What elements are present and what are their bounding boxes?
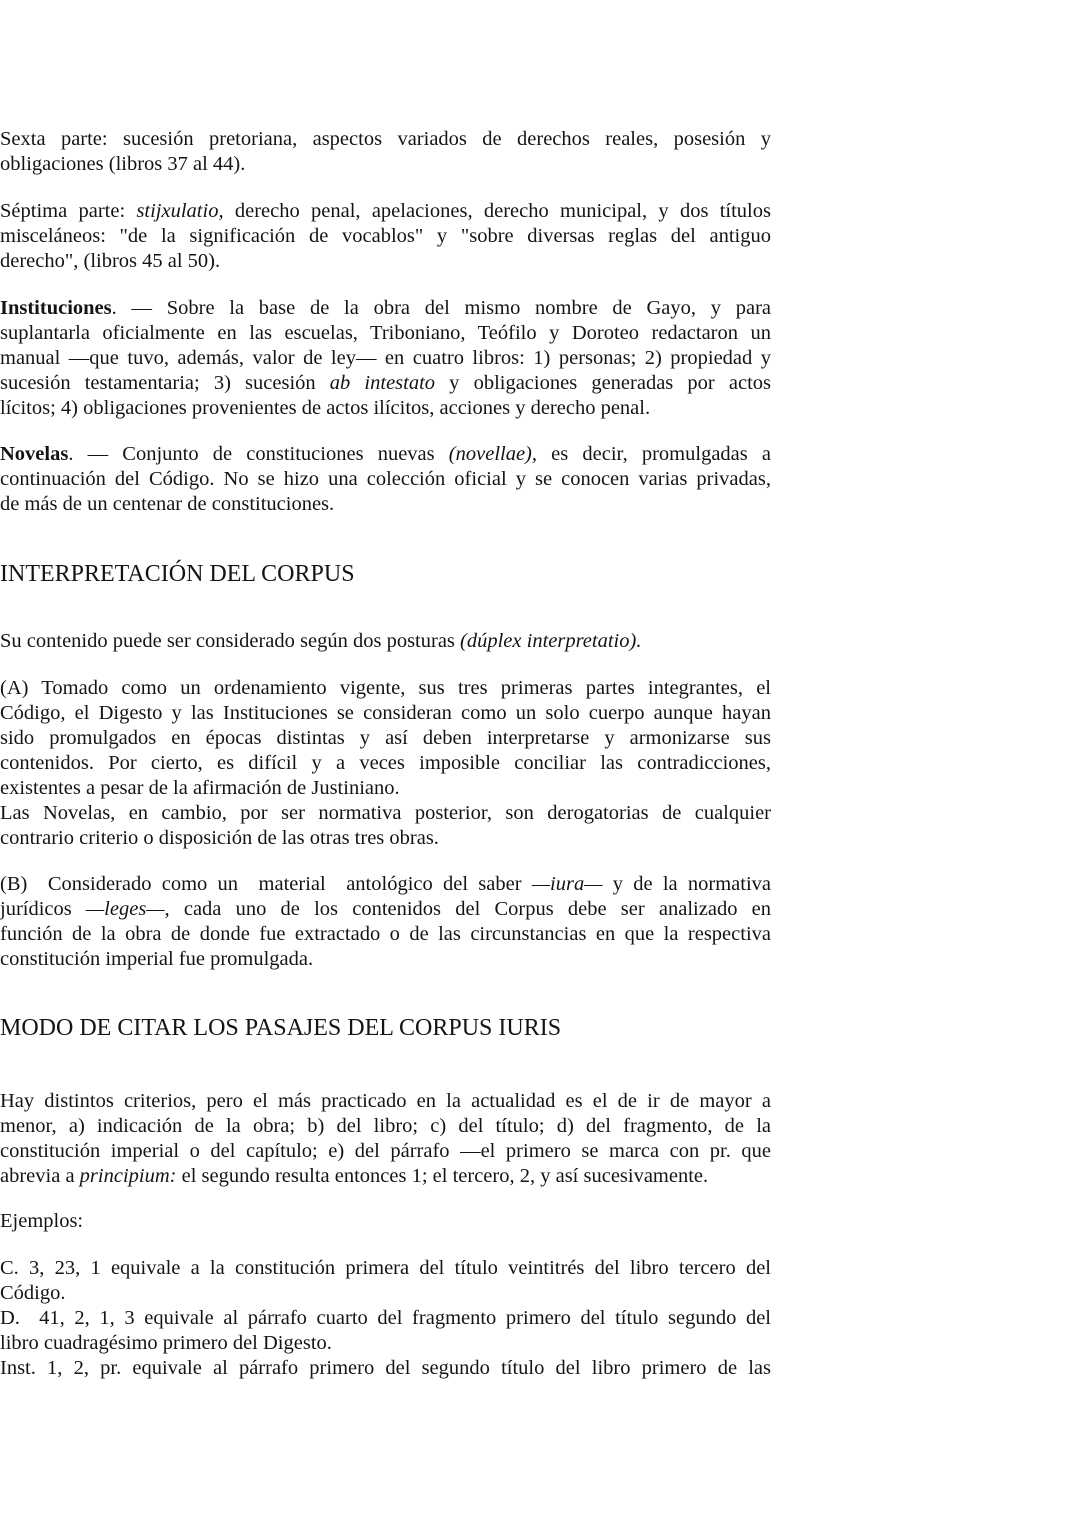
text-segment: (B) Considerado como un material antológico del saber xyxy=(0,873,532,895)
text-line: función de la obra de donde fue extractado o de las circunstancias en que la respectiva xyxy=(0,923,771,945)
text-segment: y obligaciones generadas por actos xyxy=(435,372,771,394)
italic-term: ab intestato xyxy=(329,372,436,394)
bold-term: Instituciones xyxy=(0,297,112,319)
section-heading-interpretacion xyxy=(0,559,771,589)
text-line xyxy=(0,442,771,467)
text-segment: abrevia a xyxy=(0,1165,80,1187)
text-line: menor, a) indicación de la obra; b) del libro; c) del título; d) del fragmento, de la xyxy=(0,1115,771,1137)
paragraph-intro xyxy=(0,629,771,654)
text-segment: , cada uno de los contenidos del Corpus debe ser analizado en xyxy=(164,898,771,920)
text-line: D. 41, 2, 1, 3 equivale al párrafo cuarto del fragmento primero del título segundo del xyxy=(0,1307,771,1329)
text-line: Código. xyxy=(0,1282,66,1304)
heading-text: INTERPRETACIÓN DEL CORPUS xyxy=(0,561,355,587)
text-line: derecho", (libros 45 al 50). xyxy=(0,250,221,272)
text-segment: Séptima parte: xyxy=(0,200,137,222)
text-line: sido promulgados en épocas distintas y así deben interpretarse y armonizarse sus xyxy=(0,727,771,749)
text-line xyxy=(0,371,771,396)
text-line: C. 3, 23, 1 equivale a la constitución primera del título veintitrés del libro tercero del xyxy=(0,1257,771,1279)
paragraph-ejemplos-label xyxy=(0,1209,771,1234)
text-line: constitución imperial o del capítulo; e) del párrafo —el primero se marca con pr. que xyxy=(0,1140,771,1162)
bold-term: Novelas xyxy=(0,443,69,465)
text-line xyxy=(0,296,771,321)
italic-term: principium: xyxy=(79,1165,177,1187)
text-line xyxy=(0,897,771,922)
text-line: Ejemplos: xyxy=(0,1210,84,1232)
text-line xyxy=(0,872,771,897)
text-line: misceláneos: "de la significación de vocablos" y "sobre diversas reglas del antiguo xyxy=(0,225,771,247)
text-segment: . — Conjunto de constituciones nuevas xyxy=(68,443,449,465)
text-line: manual —que tuvo, además, valor de ley— en cuatro libros: 1) personas; 2) propiedad y xyxy=(0,347,771,369)
paragraph-novelas xyxy=(0,442,771,517)
italic-term: stijxulatio, xyxy=(136,200,224,222)
paragraph-point-a xyxy=(0,676,771,851)
text-segment: jurídicos xyxy=(0,898,86,920)
paragraph-criterios xyxy=(0,1089,771,1189)
text-segment: sucesión testamentaria; 3) sucesión xyxy=(0,372,330,394)
text-line: Las Novelas, en cambio, por ser normativa posterior, son derogatorias de cualquier xyxy=(0,802,771,824)
paragraph-sexta-parte xyxy=(0,127,771,177)
italic-term: (novellae), xyxy=(448,443,538,465)
text-line: contenidos. Por cierto, es difícil y a veces imposible conciliar las contradicciones, xyxy=(0,752,771,774)
text-line: (A) Tomado como un ordenamiento vigente, sus tres primeras partes integrantes, el xyxy=(0,677,771,699)
text-segment: y de la normativa xyxy=(602,873,771,895)
text-line xyxy=(0,629,771,654)
text-line: continuación del Código. No se hizo una colección oficial y se conocen varias privadas, xyxy=(0,468,771,490)
italic-term: —leges— xyxy=(85,898,165,920)
section-heading-modo-de-citar xyxy=(0,1013,771,1043)
paragraph-septima-parte xyxy=(0,199,771,274)
text-line: Sexta parte: sucesión pretoriana, aspectos variados de derechos reales, posesión y xyxy=(0,128,771,150)
paragraph-ejemplos xyxy=(0,1256,771,1381)
text-segment: el segundo resulta entonces 1; el tercero, 2, y así sucesivamente. xyxy=(176,1165,709,1187)
heading-text: MODO DE CITAR LOS PASAJES DEL CORPUS IURIS xyxy=(0,1015,562,1041)
italic-term: (dúplex interpretatio). xyxy=(460,630,642,652)
paragraph-instituciones xyxy=(0,296,771,421)
paragraph-point-b xyxy=(0,872,771,972)
text-line xyxy=(0,1164,771,1189)
text-line: existentes a pesar de la afirmación de Justiniano. xyxy=(0,777,400,799)
italic-term: —iura— xyxy=(531,873,603,895)
text-line: Hay distintos criterios, pero el más practicado en la actualidad es el de ir de mayor a xyxy=(0,1090,771,1112)
text-line: de más de un centenar de constituciones. xyxy=(0,493,335,515)
text-segment: . — Sobre la base de la obra del mismo nombre de Gayo, y para xyxy=(111,297,771,319)
text-line: Inst. 1, 2, pr. equivale al párrafo primero del segundo título del libro primero de las xyxy=(0,1357,771,1379)
text-line: libro cuadragésimo primero del Digesto. xyxy=(0,1332,332,1354)
text-segment: Su contenido puede ser considerado según dos posturas xyxy=(0,630,461,652)
text-line xyxy=(0,199,771,224)
text-segment: derecho penal, apelaciones, derecho municipal, y dos títulos xyxy=(223,200,771,222)
text-line: obligaciones (libros 37 al 44). xyxy=(0,153,246,175)
text-line: constitución imperial fue promulgada. xyxy=(0,948,314,970)
text-line: Código, el Digesto y las Instituciones se consideran como un solo cuerpo aunque hayan xyxy=(0,702,771,724)
text-line: contrario criterio o disposición de las otras tres obras. xyxy=(0,827,439,849)
text-segment: es decir, promulgadas a xyxy=(537,443,772,465)
text-line: suplantarla oficialmente en las escuelas, Triboniano, Teófilo y Doroteo redactaron un xyxy=(0,322,771,344)
text-line: lícitos; 4) obligaciones provenientes de actos ilícitos, acciones y derecho penal. xyxy=(0,397,651,419)
